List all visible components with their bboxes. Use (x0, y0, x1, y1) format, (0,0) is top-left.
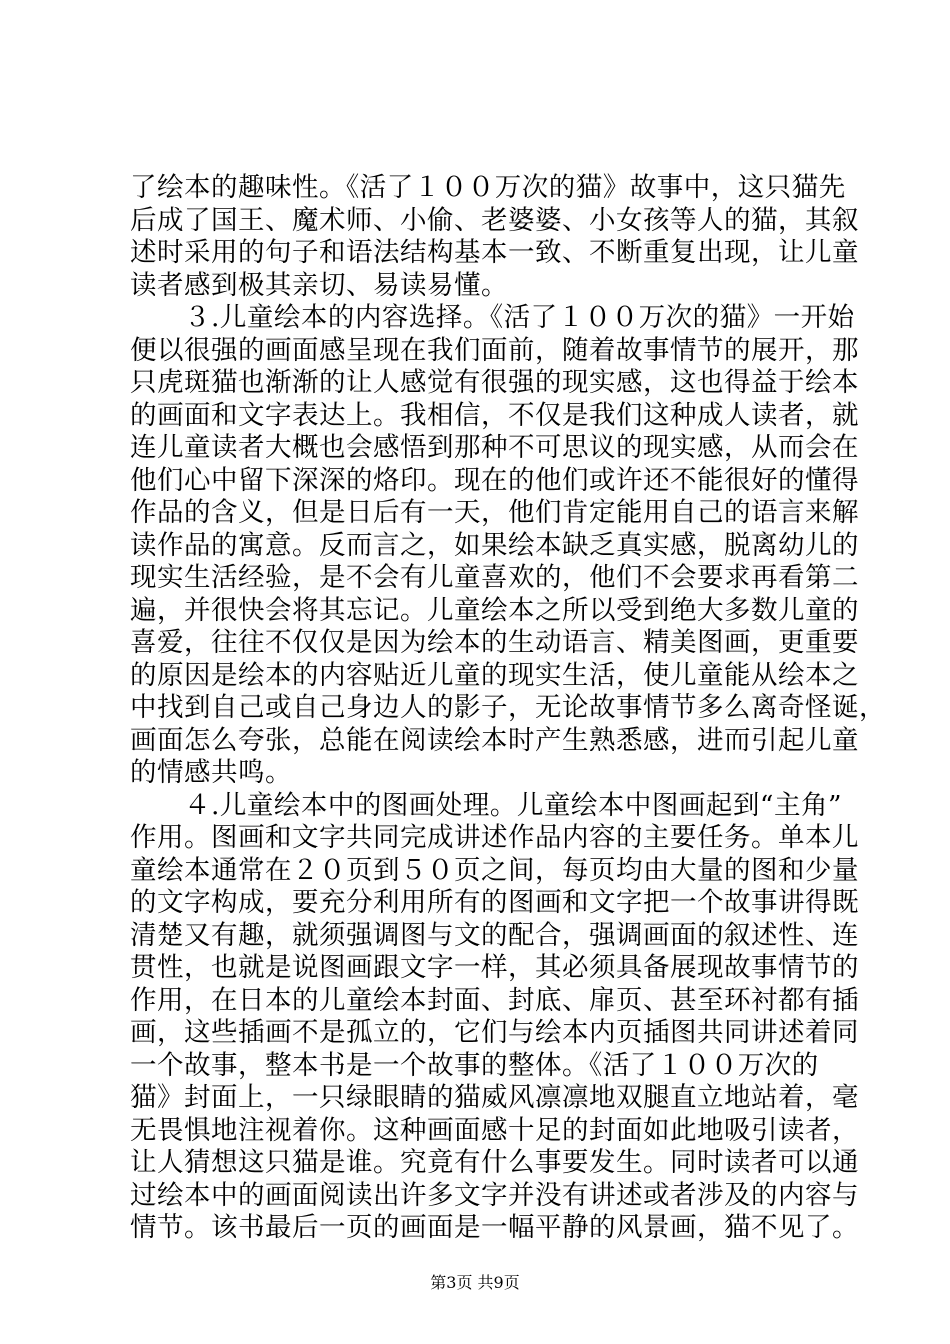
text-line: ４.儿童绘本中的图画处理。儿童绘本中图画起到“主角” (130, 789, 843, 821)
text-line: 述时采用的句子和语法结构基本一致、不断重复出现，让儿童 (130, 237, 859, 268)
text-line: 贯性，也就是说图画跟文字一样，其必须具备展现故事情节的 (130, 952, 859, 983)
text-line: 画面怎么夸张，总能在阅读绘本时产生熟悉感，进而引起儿童 (130, 724, 859, 756)
text-line: 过绘本中的画面阅读出许多文字并没有讲述或者涉及的内容与 (130, 1179, 859, 1211)
text-line: 遍，并很快会将其忘记。儿童绘本之所以受到绝大多数儿童的 (130, 594, 859, 626)
page-footer: 第3页 共9页 (430, 1273, 520, 1292)
text-line: 的原因是绘本的内容贴近儿童的现实生活，使儿童能从绘本之 (130, 659, 859, 691)
text-line: 现实生活经验，是不会有儿童喜欢的，他们不会要求再看第二 (130, 562, 859, 593)
text-line: 作品的含义，但是日后有一天，他们肯定能用自己的语言来解 (130, 497, 859, 528)
text-line: 一个故事，整本书是一个故事的整体。《活了１００万次的 (130, 1049, 819, 1081)
text-line: 他们心中留下深深的烙印。现在的他们或许还不能很好的懂得 (130, 464, 859, 496)
text-line: 了绘本的趣味性。《活了１００万次的猫》故事中，这只猫先 (130, 172, 846, 203)
text-line: 便以很强的画面感呈现在我们面前，随着故事情节的展开，那 (130, 334, 859, 366)
text-line: 喜爱，往往不仅仅是因为绘本的生动语言、精美图画，更重要 (130, 627, 859, 658)
text-line: ３.儿童绘本的内容选择。《活了１００万次的猫》一开始 (130, 302, 855, 333)
body-text (130, 172, 886, 1245)
text-line: 中找到自己或自己身边人的影子，无论故事情节多么离奇怪诞， (130, 692, 886, 723)
text-line: 无畏惧地注视着你。这种画面感十足的封面如此地吸引读者， (130, 1114, 859, 1146)
text-line: 童绘本通常在２０页到５０页之间，每页均由大量的图和少量 (130, 854, 859, 886)
text-line: 猫》封面上，一只绿眼睛的猫威风凛凛地双腿直立地站着，毫 (130, 1082, 859, 1113)
text-line: 清楚又有趣，就须强调图与文的配合，强调画面的叙述性、连 (130, 919, 859, 951)
text-line: 的画面和文字表达上。我相信，不仅是我们这种成人读者，就 (130, 399, 859, 431)
text-line: 情节。该书最后一页的画面是一幅平静的风景画，猫不见了。 (130, 1212, 859, 1243)
text-line: 只虎斑猫也渐渐的让人感觉有很强的现实感，这也得益于绘本 (130, 367, 859, 398)
text-line: 的文字构成，要充分利用所有的图画和文字把一个故事讲得既 (130, 887, 859, 918)
text-line: 读者感到极其亲切、易读易懂。 (130, 269, 508, 301)
text-line: 作用，在日本的儿童绘本封面、封底、扉页、甚至环衬都有插 (130, 984, 859, 1016)
text-line: 作用。图画和文字共同完成讲述作品内容的主要任务。单本儿 (130, 822, 859, 853)
text-line: 让人猜想这只猫是谁。究竟有什么事要发生。同时读者可以通 (130, 1147, 859, 1178)
text-line: 后成了国王、魔术师、小偷、老婆婆、小女孩等人的猫，其叙 (130, 204, 859, 236)
text-line: 连儿童读者大概也会感悟到那种不可思议的现实感，从而会在 (130, 432, 859, 463)
text-line: 画，这些插画不是孤立的，它们与绘本内页插图共同讲述着同 (130, 1017, 859, 1048)
text-line: 读作品的寓意。反而言之，如果绘本缺乏真实感，脱离幼儿的 (130, 529, 859, 561)
text-line: 的情感共鸣。 (130, 757, 292, 788)
